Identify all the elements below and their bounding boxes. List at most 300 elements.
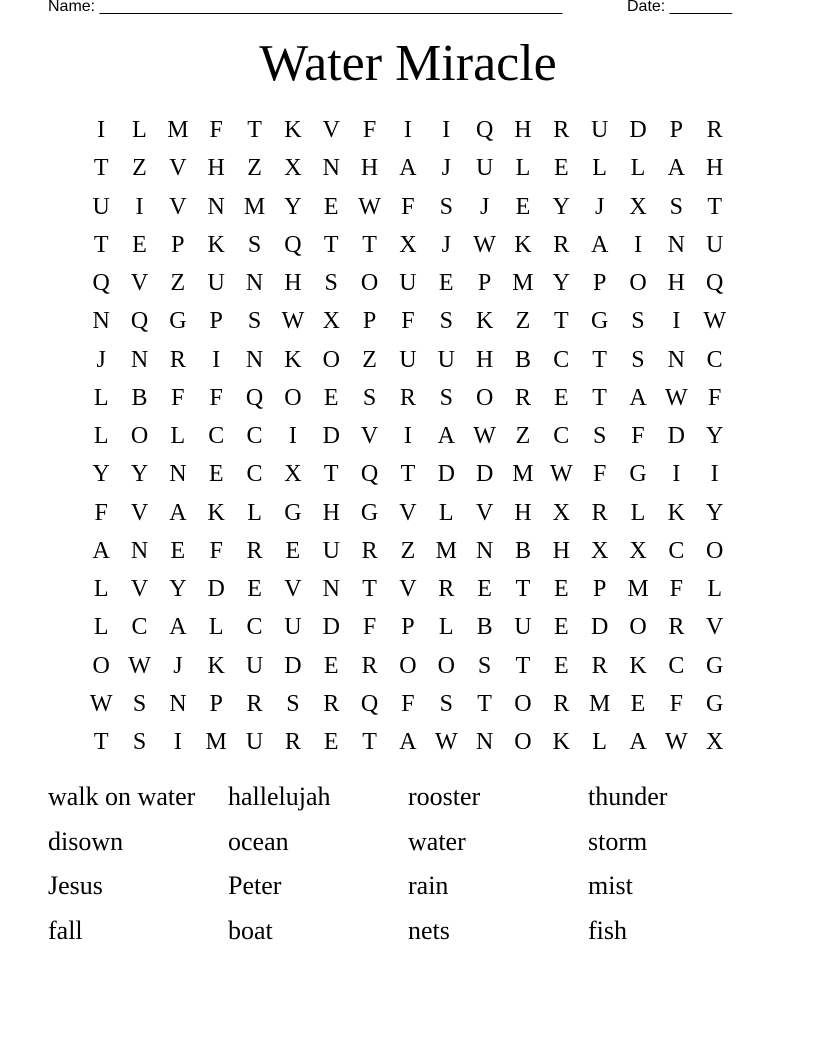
grid-letter: R	[169, 346, 186, 373]
grid-letter: E	[553, 155, 569, 182]
grid-letter: A	[399, 155, 417, 182]
grid-letter: O	[629, 270, 647, 296]
grid-letter: Y	[92, 461, 110, 488]
grid-letter: K	[667, 499, 685, 526]
grid-letter: Y	[284, 193, 302, 220]
grid-letter: E	[553, 614, 569, 641]
grid-letter: S	[132, 690, 147, 717]
grid-letter: O	[92, 652, 110, 679]
grid-letter: V	[399, 576, 417, 602]
grid-letter: L	[592, 729, 607, 755]
grid-letter: O	[284, 384, 302, 411]
grid-letter: U	[437, 346, 455, 373]
grid-letter: I	[403, 423, 412, 449]
grid-letter: E	[553, 652, 569, 679]
grid-letter: M	[512, 270, 534, 296]
grid-letter: P	[209, 308, 223, 335]
grid-letter: C	[706, 346, 723, 373]
grid-letter: N	[207, 193, 225, 220]
grid-letter: R	[553, 690, 570, 717]
grid-letter: F	[362, 614, 377, 641]
grid-letter: I	[288, 423, 297, 449]
grid-letter: O	[360, 270, 379, 296]
grid-letter: Q	[475, 117, 494, 143]
grid-letter: V	[399, 499, 417, 526]
grid-letter: J	[441, 231, 451, 258]
grid-letter: S	[592, 423, 607, 449]
grid-letter: H	[667, 270, 685, 296]
grid-letter: S	[669, 193, 683, 220]
grid-letter: H	[207, 155, 225, 182]
grid-letter: P	[171, 231, 185, 258]
grid-letter: V	[284, 576, 302, 602]
grid-letter: H	[552, 537, 570, 564]
grid-letter: J	[96, 346, 106, 373]
grid-letter: F	[209, 537, 223, 564]
grid-letter: Z	[247, 155, 262, 182]
grid-letter: R	[591, 499, 608, 526]
grid-letter: E	[323, 652, 339, 679]
word-search-grid	[82, 111, 734, 761]
grid-letter: D	[322, 423, 340, 449]
grid-letter: E	[553, 576, 569, 602]
grid-letter: R	[668, 614, 685, 641]
grid-letter: Q	[130, 308, 149, 335]
grid-letter: P	[477, 270, 492, 296]
grid-letter: K	[284, 346, 302, 373]
grid-letter: E	[285, 537, 301, 564]
grid-letter: W	[128, 652, 151, 679]
grid-letter: V	[169, 193, 187, 220]
grid-letter: T	[247, 117, 262, 143]
grid-letter: T	[93, 155, 109, 182]
grid-letter: A	[590, 231, 609, 258]
grid-letter: F	[209, 384, 223, 411]
grid-letter: L	[592, 155, 607, 182]
grid-letter: E	[132, 231, 147, 258]
grid-letter: I	[672, 461, 681, 488]
grid-letter: H	[706, 155, 724, 182]
grid-letter: I	[633, 231, 642, 258]
word-list-item: nets	[408, 915, 450, 945]
grid-letter: O	[706, 537, 724, 564]
grid-letter: C	[131, 614, 148, 641]
grid-letter: C	[553, 346, 570, 373]
grid-letter: M	[627, 576, 649, 602]
grid-letter: U	[207, 270, 225, 296]
grid-letter: L	[132, 117, 147, 143]
grid-letter: T	[362, 576, 377, 602]
grid-letter: T	[707, 193, 722, 220]
grid-letter: F	[707, 384, 722, 411]
grid-letter: T	[323, 231, 339, 258]
grid-letter: P	[401, 614, 415, 641]
grid-letter: W	[665, 729, 688, 755]
grid-letter: Z	[515, 423, 531, 449]
grid-letter: X	[322, 308, 340, 335]
grid-letter: X	[706, 729, 724, 755]
word-list-item: thunder	[588, 782, 668, 811]
grid-letter: I	[403, 117, 412, 143]
grid-letter: O	[130, 423, 149, 449]
grid-letter: V	[475, 499, 494, 526]
grid-letter: D	[475, 461, 494, 488]
grid-letter: S	[631, 346, 645, 373]
grid-letter: P	[592, 270, 607, 296]
grid-letter: N	[130, 346, 149, 373]
grid-letter: N	[169, 461, 187, 488]
grid-letter: R	[514, 384, 531, 411]
grid-letter: K	[514, 231, 532, 258]
grid-letter: V	[130, 576, 149, 602]
grid-letter: W	[89, 690, 113, 717]
grid-letter: T	[400, 461, 416, 488]
grid-letter: S	[439, 690, 453, 717]
grid-letter: N	[130, 537, 149, 564]
grid-letter: T	[362, 231, 377, 258]
grid-letter: A	[629, 384, 647, 411]
grid-letter: S	[477, 652, 492, 679]
grid-letter: I	[442, 117, 451, 143]
word-list-item: walk on water	[48, 782, 196, 811]
grid-letter: G	[706, 652, 724, 679]
grid-letter: I	[97, 117, 106, 143]
grid-letter: K	[207, 499, 225, 526]
grid-letter: T	[323, 461, 339, 488]
grid-letter: R	[246, 690, 263, 717]
grid-letter: J	[173, 652, 183, 679]
grid-letter: I	[672, 308, 681, 335]
grid-letter: S	[439, 384, 453, 411]
grid-letter: O	[514, 729, 532, 755]
grid-letter: L	[93, 384, 109, 411]
grid-letter: E	[438, 270, 454, 296]
grid-letter: U	[399, 270, 417, 296]
grid-letter: F	[592, 461, 607, 488]
grid-letter: V	[130, 499, 149, 526]
grid-letter: N	[667, 231, 685, 258]
grid-letter: K	[475, 308, 494, 335]
grid-letter: R	[246, 537, 263, 564]
grid-letter: G	[590, 308, 609, 335]
word-list-item: rooster	[408, 782, 481, 811]
grid-letter: U	[475, 155, 494, 182]
grid-letter: C	[668, 537, 685, 564]
grid-letter: D	[629, 117, 647, 143]
grid-letter: X	[284, 155, 302, 182]
grid-letter: M	[167, 117, 189, 143]
grid-letter: X	[284, 461, 302, 488]
grid-letter: I	[710, 461, 719, 488]
grid-letter: X	[590, 537, 609, 564]
grid-letter: F	[94, 499, 108, 526]
grid-letter: O	[399, 652, 417, 679]
grid-letter: B	[131, 384, 148, 411]
grid-letter: E	[323, 384, 339, 411]
grid-letter: W	[434, 729, 458, 755]
grid-letter: H	[360, 155, 379, 182]
grid-letter: I	[173, 729, 182, 755]
grid-letter: Q	[245, 384, 264, 411]
grid-letter: B	[476, 614, 493, 641]
grid-letter: E	[323, 193, 339, 220]
grid-letter: Z	[515, 308, 531, 335]
grid-letter: O	[514, 690, 532, 717]
grid-letter: C	[208, 423, 225, 449]
grid-letter: R	[706, 117, 723, 143]
grid-letter: E	[630, 690, 646, 717]
grid-letter: Q	[360, 461, 379, 488]
grid-letter: Q	[92, 270, 110, 296]
grid-letter: F	[209, 117, 223, 143]
grid-letter: O	[475, 384, 494, 411]
grid-letter: I	[212, 346, 221, 373]
grid-letter: Y	[130, 461, 149, 488]
grid-letter: T	[515, 652, 531, 679]
grid-letter: H	[475, 346, 494, 373]
grid-letter: W	[703, 308, 726, 335]
grid-letter: N	[169, 690, 187, 717]
grid-letter: L	[707, 576, 722, 602]
grid-letter: R	[399, 384, 416, 411]
grid-letter: D	[322, 614, 340, 641]
word-list-item: boat	[228, 915, 273, 945]
grid-letter: O	[322, 346, 340, 373]
grid-letter: U	[399, 346, 417, 373]
grid-letter: X	[629, 537, 647, 564]
grid-letter: G	[284, 499, 302, 526]
grid-letter: V	[169, 155, 187, 182]
grid-letter: U	[284, 614, 302, 641]
word-list-item: mist	[588, 871, 633, 900]
grid-letter: U	[322, 537, 340, 564]
grid-letter: D	[207, 576, 225, 602]
grid-letter: R	[284, 729, 301, 755]
grid-letter: U	[245, 652, 264, 679]
word-list-item: Jesus	[48, 871, 103, 900]
grid-letter: R	[553, 231, 570, 258]
grid-letter: Y	[552, 193, 570, 220]
grid-letter: G	[706, 690, 724, 717]
grid-letter: I	[135, 193, 144, 220]
grid-letter: C	[246, 423, 263, 449]
grid-letter: X	[629, 193, 647, 220]
grid-letter: A	[169, 614, 187, 641]
grid-letter: K	[629, 652, 647, 679]
grid-letter: T	[93, 729, 109, 755]
grid-letter: W	[473, 423, 496, 449]
grid-letter: L	[438, 499, 454, 526]
grid-letter: K	[552, 729, 570, 755]
grid-letter: N	[475, 537, 494, 564]
grid-letter: U	[514, 614, 532, 641]
grid-letter: U	[590, 117, 609, 143]
grid-letter: N	[322, 576, 340, 602]
grid-letter: S	[324, 270, 338, 296]
grid-letter: H	[514, 117, 532, 143]
grid-letter: C	[553, 423, 570, 449]
word-list	[48, 775, 768, 953]
grid-letter: R	[591, 652, 608, 679]
grid-letter: U	[245, 729, 264, 755]
grid-letter: E	[553, 384, 569, 411]
grid-letter: K	[207, 231, 225, 258]
grid-letter: R	[323, 690, 340, 717]
grid-letter: A	[169, 499, 187, 526]
grid-letter: D	[284, 652, 302, 679]
grid-letter: F	[669, 576, 683, 602]
grid-letter: A	[399, 729, 417, 755]
grid-letter: U	[92, 193, 110, 220]
grid-letter: S	[439, 308, 453, 335]
grid-letter: Y	[552, 270, 570, 296]
grid-letter: Y	[706, 499, 724, 526]
grid-letter: V	[706, 614, 724, 641]
grid-letter: S	[362, 384, 377, 411]
grid-letter: R	[361, 537, 378, 564]
grid-letter: O	[437, 652, 455, 679]
grid-letter: Z	[400, 537, 416, 564]
grid-letter: G	[360, 499, 379, 526]
grid-letter: M	[243, 193, 266, 220]
grid-letter: E	[323, 729, 339, 755]
grid-letter: P	[362, 308, 377, 335]
grid-letter: N	[322, 155, 340, 182]
grid-letter: E	[477, 576, 492, 602]
grid-letter: J	[594, 193, 605, 220]
grid-letter: N	[245, 346, 264, 373]
grid-letter: B	[514, 346, 531, 373]
grid-letter: W	[281, 308, 305, 335]
grid-letter: N	[245, 270, 264, 296]
word-list-item: rain	[408, 871, 449, 900]
grid-letter: S	[631, 308, 645, 335]
grid-letter: J	[441, 155, 451, 182]
word-list-item: fall	[48, 915, 83, 945]
grid-letter: F	[401, 690, 415, 717]
grid-letter: T	[362, 729, 377, 755]
grid-letter: L	[247, 499, 262, 526]
grid-letter: N	[92, 308, 110, 335]
grid-letter: E	[170, 537, 186, 564]
grid-letter: A	[629, 729, 647, 755]
grid-letter: W	[549, 461, 573, 488]
grid-letter: F	[669, 690, 683, 717]
grid-letter: L	[170, 423, 186, 449]
grid-letter: S	[247, 308, 262, 335]
grid-letter: M	[205, 729, 227, 755]
date-field-label: Date: _______	[627, 0, 732, 15]
grid-letter: O	[629, 614, 647, 641]
grid-letter: R	[361, 652, 378, 679]
grid-letter: D	[437, 461, 455, 488]
grid-letter: H	[284, 270, 302, 296]
grid-letter: F	[171, 384, 185, 411]
grid-letter: L	[630, 155, 646, 182]
grid-letter: W	[358, 193, 381, 220]
word-list-item: ocean	[228, 826, 289, 856]
grid-letter: Y	[169, 576, 187, 602]
grid-letter: M	[588, 690, 611, 717]
grid-letter: F	[362, 117, 377, 143]
grid-letter: D	[590, 614, 609, 641]
word-list-item: fish	[588, 915, 627, 945]
grid-letter: T	[553, 308, 569, 335]
grid-letter: X	[552, 499, 570, 526]
grid-letter: C	[246, 461, 263, 488]
grid-letter: T	[592, 384, 607, 411]
grid-letter: H	[514, 499, 532, 526]
grid-letter: K	[284, 117, 302, 143]
grid-letter: R	[553, 117, 570, 143]
grid-letter: T	[477, 690, 492, 717]
grid-letter: B	[514, 537, 531, 564]
grid-letter: E	[247, 576, 262, 602]
grid-letter: K	[207, 652, 225, 679]
grid-letter: V	[360, 423, 379, 449]
page-title: Water Miracle	[259, 35, 557, 92]
grid-letter: C	[246, 614, 263, 641]
grid-letter: S	[247, 231, 262, 258]
grid-letter: L	[93, 614, 109, 641]
grid-letter: E	[515, 193, 531, 220]
grid-letter: Q	[706, 270, 724, 296]
word-list-item: water	[408, 826, 466, 856]
grid-letter: W	[473, 231, 496, 258]
grid-letter: S	[132, 729, 147, 755]
grid-letter: F	[401, 308, 415, 335]
grid-letter: A	[92, 537, 110, 564]
grid-letter: T	[592, 346, 607, 373]
grid-letter: P	[209, 690, 223, 717]
grid-letter: Y	[706, 423, 724, 449]
grid-letter: S	[286, 690, 300, 717]
grid-letter: N	[475, 729, 494, 755]
grid-letter: G	[629, 461, 647, 488]
grid-letter: L	[93, 576, 109, 602]
grid-letter: Z	[132, 155, 147, 182]
grid-letter: A	[667, 155, 685, 182]
grid-letter: S	[439, 193, 453, 220]
grid-letter: P	[592, 576, 607, 602]
grid-letter: M	[512, 461, 534, 488]
name-field-label: Name: ____________________________________________________	[48, 0, 563, 15]
grid-letter: L	[630, 499, 646, 526]
word-list-item: disown	[48, 826, 124, 856]
header-line	[48, 0, 768, 20]
grid-letter: M	[435, 537, 457, 564]
grid-letter: P	[669, 117, 683, 143]
grid-letter: G	[169, 308, 187, 335]
grid-letter: L	[208, 614, 224, 641]
grid-letter: N	[667, 346, 685, 373]
grid-letter: X	[399, 231, 417, 258]
grid-letter: U	[706, 231, 724, 258]
grid-letter: V	[130, 270, 149, 296]
grid-letter: D	[667, 423, 685, 449]
grid-letter: H	[322, 499, 340, 526]
grid-letter: Q	[284, 231, 302, 258]
grid-letter: Q	[360, 690, 379, 717]
grid-letter: A	[437, 423, 455, 449]
grid-letter: T	[93, 231, 109, 258]
grid-letter: C	[668, 652, 685, 679]
grid-letter: L	[515, 155, 531, 182]
grid-letter: F	[631, 423, 645, 449]
grid-letter: L	[438, 614, 454, 641]
grid-letter: F	[401, 193, 415, 220]
grid-letter: W	[665, 384, 688, 411]
